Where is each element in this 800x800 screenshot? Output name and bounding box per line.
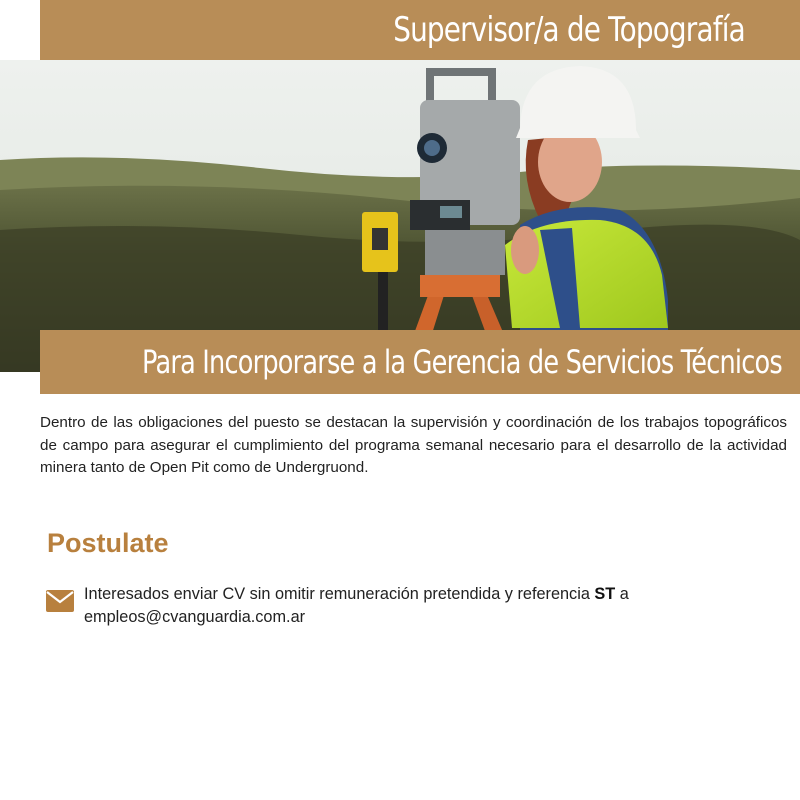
envelope-icon <box>46 590 74 612</box>
title-banner <box>40 0 800 60</box>
apply-contact <box>46 583 766 628</box>
apply-text-after: a <box>615 585 629 603</box>
subtitle-banner <box>40 330 800 394</box>
job-title: Supervisor/a de Topografía <box>393 10 745 50</box>
apply-heading: Postulate <box>47 528 169 558</box>
job-description: Dentro de las obligaciones del puesto se destacan la supervisión y coordinación de los trabajos topográficos de campo para asegurar el cumplimiento del programa semanal necesario para el desarrollo de la actividad minera tanto de Open Pit como de Undergruond. <box>40 414 787 476</box>
hero-photo <box>0 60 800 372</box>
apply-text-before: Interesados enviar CV sin omitir remuneración pretendida y referencia <box>84 585 595 603</box>
apply-instructions <box>84 583 629 628</box>
subtitle: Para Incorporarse a la Gerencia de Servicios Técnicos <box>142 343 782 381</box>
apply-email[interactable]: empleos@cvanguardia.com.ar <box>84 607 306 626</box>
reference-code: ST <box>594 585 616 603</box>
